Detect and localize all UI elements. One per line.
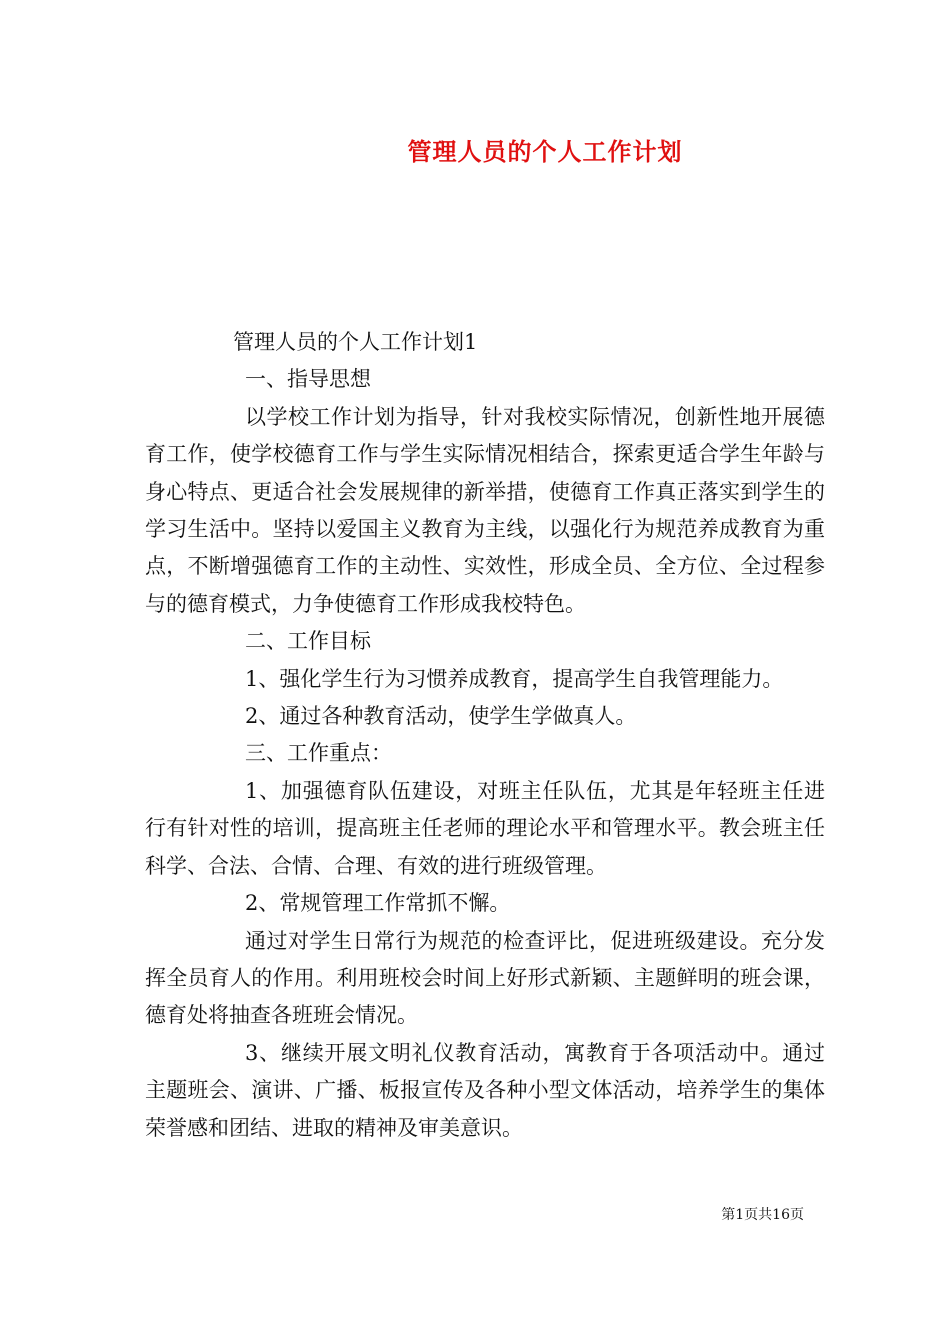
paragraph-focus-1: 1、加强德育队伍建设，对班主任队伍，尤其是年轻班主任进行有针对性的培训，提高班主任老师的理论水平和管理水平。教会班主任科学、合法、合情、合理、有效的进行班级管理。 bbox=[145, 778, 825, 878]
list-item-focus-2: 2、常规管理工作常抓不懈。 bbox=[245, 891, 511, 916]
paragraph-focus-3: 3、继续开展文明礼仪教育活动，寓教育于各项活动中。通过主题班会、演讲、广播、板报宣传及各种小型文体活动，培养学生的集体荣誉感和团结、进取的精神及审美意识。 bbox=[145, 1040, 825, 1140]
list-item-goal-1: 1、强化学生行为习惯养成教育，提高学生自我管理能力。 bbox=[245, 666, 784, 691]
section-heading: 管理人员的个人工作计划1 bbox=[233, 330, 478, 354]
document-body bbox=[145, 324, 825, 1147]
heading-work-focus: 三、工作重点： bbox=[245, 741, 392, 766]
list-item-goal-2: 2、通过各种教育活动，使学生学做真人。 bbox=[245, 704, 637, 729]
heading-work-goals: 二、工作目标 bbox=[245, 629, 371, 654]
document-title: 管理人员的个人工作计划 bbox=[407, 137, 683, 166]
heading-guiding-ideology: 一、指导思想 bbox=[245, 367, 371, 392]
paragraph-focus-2-detail: 通过对学生日常行为规范的检查评比，促进班级建设。充分发挥全员育人的作用。利用班校会时间上好形式新颖、主题鲜明的班会课，德育处将抽查各班班会情况。 bbox=[145, 928, 825, 1028]
page-indicator: 第1页共16页 bbox=[721, 1207, 804, 1223]
paragraph-guiding-ideology: 以学校工作计划为指导，针对我校实际情况，创新性地开展德育工作，使学校德育工作与学生实际情况相结合，探索更适合学生年龄与身心特点、更适合社会发展规律的新举措，使德育工作真正落实到学生的学习生活中。坚持以爱国主义教育为主线，以强化行为规范养成教育为重点，不断增强德育工作的主动性、实效性，形成全员、全方位、全过程参与的德育模式，力争使德育工作形成我校特色。 bbox=[145, 404, 825, 616]
